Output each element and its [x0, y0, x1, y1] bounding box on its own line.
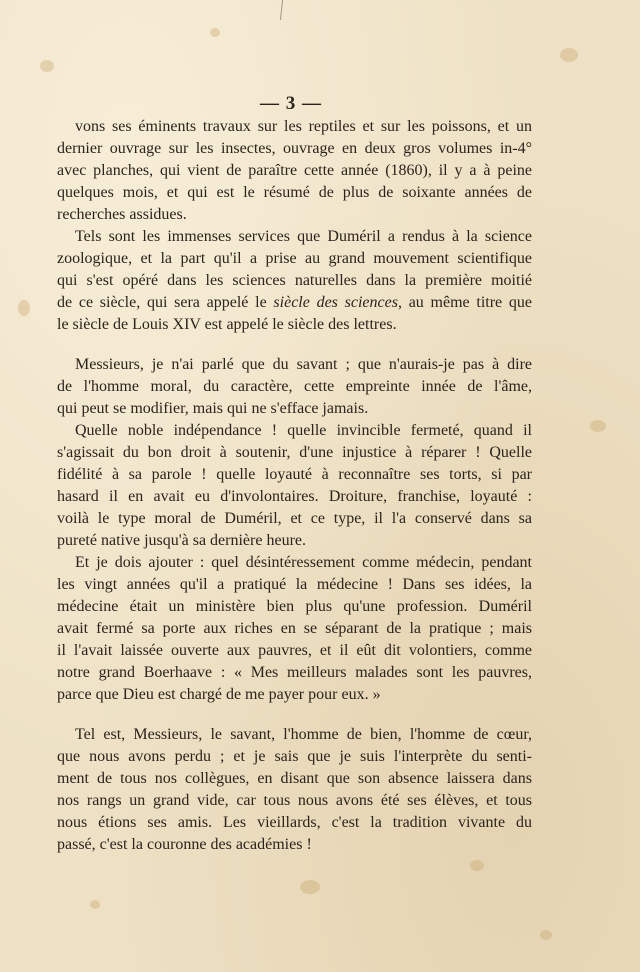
text-line: médecine était un ministère bien plus qu'une profession. Duméril — [57, 598, 532, 615]
text-line: Tel est, Messieurs, le savant, l'homme de bien, l'homme de cœur, — [75, 726, 532, 743]
text-line: de ce siècle, qui sera appelé le siècle des sciences, au même titre que — [57, 294, 532, 311]
text-line: de l'homme moral, du caractère, cette empreinte innée de l'âme, — [57, 378, 532, 395]
text-line: il l'avait laissée ouverte aux pauvres, et il eût dit volontiers, comme — [57, 642, 532, 659]
foxing-stain — [300, 880, 320, 894]
text-line: avait fermé sa porte aux riches en se séparant de la pratique ; mais — [57, 620, 532, 637]
text-line: parce que Dieu est chargé de me payer pour eux. » — [57, 686, 381, 703]
text-line: vons ses éminents travaux sur les reptiles et sur les poissons, et un — [75, 118, 532, 135]
paragraph — [57, 226, 532, 336]
pencil-mark — [280, 0, 287, 20]
text-line: s'agissait du bon droit à soutenir, d'une injustice à réparer ! Quelle — [57, 444, 532, 461]
text-line: voilà le type moral de Duméril, et ce type, il l'a conservé dans sa — [57, 510, 532, 527]
text-line: Quelle noble indépendance ! quelle invincible fermeté, quand il — [75, 422, 532, 439]
paragraph-gap — [57, 706, 532, 724]
text-line: nous étions ses amis. Les vieillards, c'est la tradition vivante du — [57, 814, 532, 831]
italic-phrase: siècle des sciences — [273, 294, 398, 311]
text-line: Tels sont les immenses services que Duméril a rendus à la science — [75, 228, 532, 245]
foxing-stain — [560, 48, 578, 62]
page-number: — 3 — — [260, 93, 322, 114]
paragraph-gap — [57, 336, 532, 354]
text-line: avec planches, qui vient de paraître cette année (1860), il y a à peine — [57, 162, 532, 179]
text-line: pureté native jusqu'à sa dernière heure. — [57, 532, 306, 549]
foxing-stain — [470, 860, 484, 871]
text-line: qui s'est opéré dans les sciences naturelles dans la première moitié — [57, 272, 532, 289]
text-line: ment de tous nos collègues, en disant que son absence laissera dans — [57, 770, 532, 787]
text-line: que nous avons perdu ; et je sais que je suis l'interprète du senti- — [57, 748, 532, 765]
foxing-stain — [90, 900, 100, 909]
text-line: Et je dois ajouter : quel désintéressement comme médecin, pendant — [75, 554, 532, 571]
text-line: recherches assidues. — [57, 206, 187, 223]
foxing-stain — [18, 300, 30, 316]
paragraph — [57, 420, 532, 552]
text-line: Messieurs, je n'ai parlé que du savant ; que n'aurais-je pas à dire — [75, 356, 532, 373]
text-line: le siècle de Louis XIV est appelé le siècle des lettres. — [57, 316, 397, 333]
text-line: hasard il en avait eu d'involontaires. Droiture, franchise, loyauté : — [57, 488, 532, 505]
text-line: dernier ouvrage sur les insectes, ouvrage en deux gros volumes in-4° — [57, 140, 532, 157]
paragraph — [57, 724, 532, 856]
paragraph — [57, 354, 532, 420]
text-line: notre grand Boerhaave : « Mes meilleurs malades sont les pauvres, — [57, 664, 532, 681]
foxing-stain — [210, 28, 220, 37]
body-text — [57, 116, 532, 856]
text-line: fidélité à sa parole ! quelle loyauté à reconnaître ses torts, si par — [57, 466, 532, 483]
foxing-stain — [40, 60, 54, 72]
text-line: zoologique, et la part qu'il a prise au grand mouvement scientifique — [57, 250, 532, 267]
text-line: quelques mois, et qui est le résumé de plus de soixante années de — [57, 184, 532, 201]
foxing-stain — [590, 420, 606, 432]
text-line: nos rangs un grand vide, car tous nous avons été ses élèves, et tous — [57, 792, 532, 809]
text-line: passé, c'est la couronne des académies ! — [57, 836, 312, 853]
text-line: les vingt années qu'il a pratiqué la médecine ! Dans ses idées, la — [57, 576, 532, 593]
text-line: qui peut se modifier, mais qui ne s'efface jamais. — [57, 400, 369, 417]
paragraph — [57, 552, 532, 706]
foxing-stain — [540, 930, 552, 940]
paragraph — [57, 116, 532, 226]
